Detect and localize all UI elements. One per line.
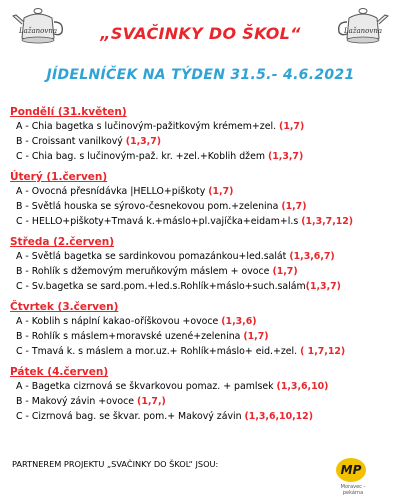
day-title: Pátek (4.červen): [10, 366, 109, 378]
allergen-codes: ( 1,7,12): [300, 346, 346, 357]
menu-item: [10, 249, 395, 264]
menu-item-text: B - Makový závin +ovoce: [16, 396, 138, 407]
allergen-codes: (1,3,7): [305, 281, 341, 292]
menu-item-text: C - Chia bag. s lučinovým-paž. kr. +zel.+Koblih džem: [16, 151, 268, 162]
menu-item: [10, 264, 395, 279]
allergen-codes: (1,7): [279, 121, 305, 132]
menu-item: [10, 119, 395, 134]
menu-item-text: A - Bagetka cizrnová se škvarkovou pomaz. + pamlsek: [16, 381, 277, 392]
menu-item-text: B - Rohlík s máslem+moravské uzené+zelenina: [16, 331, 244, 342]
day-monday: [10, 105, 395, 164]
logo-text-left: Lažanovna: [18, 27, 58, 35]
menu-item: [10, 329, 395, 344]
menu-item-text: C - HELLO+piškoty+Tmavá k.+máslo+pl.vajíčka+eidam+l.s: [16, 216, 302, 227]
menu-item-text: C - Tmavá k. s máslem a mor.uz.+ Rohlík+máslo+ eid.+zel.: [16, 346, 301, 357]
menu-item: [10, 344, 395, 359]
partner-logo: [330, 458, 376, 494]
menu-item: [10, 279, 395, 294]
menu-list: [10, 105, 395, 430]
day-title: Pondělí (31.květen): [10, 106, 127, 118]
allergen-codes: (1,3,7): [267, 151, 304, 162]
partner-logo-mark: MP: [336, 458, 366, 482]
day-wednesday: [10, 235, 395, 294]
menu-item: [10, 134, 395, 149]
allergen-codes: (1,7): [243, 331, 269, 342]
partner-logo-caption: Moravec - pekárna: [340, 484, 366, 496]
allergen-codes: (1,3,7): [125, 136, 162, 147]
partners-footer-text: PARTNEREM PROJEKTU „SVAČINKY DO ŠKOL“ JSOU:: [12, 459, 219, 469]
menu-item-text: C - Cizrnová bag. se škvar. pom.+ Makový závin: [16, 411, 245, 422]
menu-item: [10, 184, 395, 199]
page-title: „SVAČINKY DO ŠKOL“: [100, 24, 301, 43]
menu-item: [10, 199, 395, 214]
allergen-codes: (1,7): [208, 186, 234, 197]
day-tuesday: [10, 170, 395, 229]
allergen-codes: (1,3,6,10): [276, 381, 329, 392]
menu-item: [10, 314, 395, 329]
menu-week-heading: JÍDELNÍČEK NA TÝDEN 31.5.- 4.6.2021: [46, 67, 355, 83]
day-thursday: [10, 300, 395, 359]
menu-item: [10, 214, 395, 229]
allergen-codes: (1,3,7,12): [301, 216, 354, 227]
allergen-codes: (1,7,): [137, 396, 166, 407]
allergen-codes: (1,3,6,10,12): [244, 411, 313, 422]
menu-item-text: A - Ovocná přesnídávka |HELLO+piškoty: [16, 186, 209, 197]
day-title: Čtvrtek (3.červen): [10, 301, 119, 313]
menu-item-text: C - Sv.bagetka se sard.pom.+led.s.Rohlík+máslo+such.salám: [16, 281, 306, 292]
menu-item-text: B - Světlá houska se sýrovo-česnekovou pom.+zelenina: [16, 201, 282, 212]
menu-item-text: B - Rohlík s džemovým meruňkovým máslem + ovoce: [16, 266, 273, 277]
menu-item-text: A - Koblih s náplní kakao-oříškovou +ovoce: [16, 316, 222, 327]
logo-text-right: Lažanovna: [343, 27, 383, 35]
menu-item: [10, 379, 395, 394]
day-title: Úterý (1.červen): [10, 171, 108, 183]
menu-item-text: B - Croissant vanilkový: [16, 136, 126, 147]
menu-item: [10, 409, 395, 424]
day-title: Středa (2.červen): [10, 236, 114, 248]
menu-item: [10, 149, 395, 164]
allergen-codes: (1,7): [272, 266, 298, 277]
menu-item-text: A - Světlá bagetka se sardinkovou pomazánkou+led.salát: [16, 251, 290, 262]
day-friday: [10, 365, 395, 424]
allergen-codes: (1,7): [281, 201, 307, 212]
menu-item-text: A - Chia bagetka s lučinovým-pažitkovým krémem+zel.: [16, 121, 280, 132]
allergen-codes: (1,3,6,7): [289, 251, 335, 262]
menu-item: [10, 394, 395, 409]
allergen-codes: (1,3,6): [221, 316, 257, 327]
